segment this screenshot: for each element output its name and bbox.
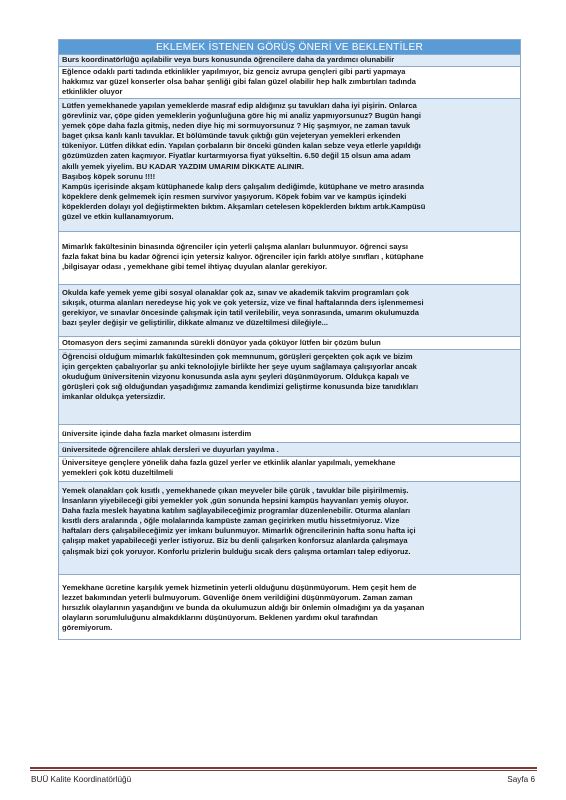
table-header: EKLEMEK İSTENEN GÖRÜŞ ÖNERİ VE BEKLENTİLER [59,40,520,55]
table-row: Lütfen yemekhanede yapılan yemeklerde masraf edip aldığınız şu tavukları daha iyi pişirin. Onlarca görevliniz var, çöpe giden yemeklerin yoğunluğuna göre hiç mi analiz yapmıyorsunuz? Bugün hangi yemek çöpe daha fazla gitmiş, neden diye hiç mi sormuyorsunuz ? Hiç şaşmıyor, ne zaman tavuk baget çıksa kanlı kanlı tavuklar. Et bölümünde tavuk çıktığı gün vejeteryan yemekleri erkenden tükeniyor. Lütfen dikkat edin. Yapılan çorbaların bir önceki günden kalan sebze veya etlerle yapıldığı gözümüzden zaten kaçmıyor. Fiyatlar kurtarmıyorsa fiyat yükseltin. 6.50 değil 15 olsun ama adam akıllı yemek yiyelim. BU KADAR YAZDIM UMARIM DİKKATE ALINIR. Başıboş köpek sorunu !!!! Kampüs içerisinde akşam kütüphanede kalıp ders çalışalım dediğimde, kütüphane ve metro arasında köpeklere denk gelmemek için resmen survivor yaşıyorum. Köpek fobim var ve kampüs içindeki köpeklerden dolayı yol değiştirmekten bıktım. Akşamları cetelesen köpeklerden bıktım artık.Kampüsü güzel ve etkin kullanamıyorum. [59,99,520,232]
footer-divider [30,767,537,769]
table-row: Eğlence odaklı parti tadında etkinlikler yapılmıyor, biz genciz avrupa gençleri gibi parti yapmaya hakkımız var güzel konserler olsa bahar şenliği gibi falan güzel olabilir hep halk zımbırtıları tadında etkinlikler oluyor [59,67,520,99]
footer-organization: BUÜ Kalite Koordinatörlüğü [31,775,132,784]
table-row: Üniversiteye gençlere yönelik daha fazla güzel yerler ve etkinlik alanlar yapılmalı, yemekhane yemekleri çok kötü duzeltilmeli [59,457,520,482]
table-row: üniversite içinde daha fazla market olmasını isterdim [59,425,520,443]
table-row: Yemekhane ücretine karşılık yemek hizmetinin yeterli olduğunu düşünmüyorum. Hem çeşit hem de lezzet bakımından yeterli bulmuyorum. Güvenliğe önem verildiğini düşünmüyorum. Zaman zaman hırsızlık olaylarının yaşandığını ve bunda da okulumuzun aldığı bir önlemin olmadığını ya da yaşanan olayların sorumluluğunu almakdıklarını düşünüyorum. Beklenen yardımı okul tarafından göremiyorum. [59,575,520,639]
table-row: Öğrencisi olduğum mimarlık fakültesinden çok memnunum, görüşleri gerçekten çok açık ve bizim için gerçekten çabalıyorlar şu anki teknolojiyle birlikte her şeye uyum sağlamaya çalışıyorlar ancak okuduğum üniversitenin vizyonu konusunda asla aynı şeyleri düşünmüyorum. Oldukça kapalı ve görüşleri çok sığ olduğundan yaşadığımız zamanda kendimizi geliştirme konusunda bize tanıdıkları imkanlar oldukça yetersizdir. [59,350,520,425]
table-row: Mimarlık fakültesinin binasında öğrenciler için yeterli çalışma alanları bulunmuyor. öğrenci saysı fazla fakat bina bu kadar öğrenci için yetersiz kalıyor. öğrenciler için farklı atölye sınıfları , kütüphane ,bilgisayar odası , yemekhane gibi temel ihtiyaç duyulan alanlar gerekiyor. [59,232,520,285]
footer-divider-thin [30,770,537,771]
feedback-table [58,39,521,640]
table-row: Burs koordinatörlüğü açılabilir veya burs konusunda öğrencilere daha da yardımcı olunabilir [59,55,520,67]
table-row: Yemek olanakları çok kısıtlı , yemekhanede çıkan meyveler bile çürük , tavuklar bile pişirilmemiş. İnsanların yiyebileceği gibi yemekler yok ,gün sonunda hepsini kampüs hayvanları yemiş oluyor. Daha fazla meslek hayatına katılım sağlayabileceğimiz programlar düzenlenebilir. Oturma alanları kısıtlı ders aralarında , öğle molalarında kampüste zaman geçirirken mutlu hissetmiyoruz. Vize haftaları ders çalışabileceğimiz yer imkanı bulunmuyor. Mimarlık öğrencilerinin hafta sonu hafta içi çalışıp maket yapabileceği yerler istiyoruz. Biz bu denli çalışırken konforsuz alanlarda çalışmaya çalışmak bizi çok yoruyor. Konforlu prizlerin bulduğu sıcak ders çalışma ortamları talep ediyoruz. [59,482,520,575]
page-number: Sayfa 6 [507,775,535,784]
table-row: Otomasyon ders seçimi zamanında sürekli dönüyor yada çöküyor lütfen bir çözüm bulun [59,337,520,350]
table-row: üniversitede öğrencilere ahlak dersleri ve duyurları yayılma . [59,443,520,457]
table-row: Okulda kafe yemek yeme gibi sosyal olanaklar çok az, sınav ve akademik takvim programları çok sıkışık, oturma alanları neredeyse hiç yok ve çok yetersiz, vize ve final haftalarında ders işlenmemesi gerekiyor, ve sınavlar öncesinde çalışmak için tatil verilebilir, veya sonrasında, umarım okulumuzda bazı şeyler değişir ve geliştirilir, dikkate almanız ve düzeltilmesi dileğiyle... [59,285,520,337]
